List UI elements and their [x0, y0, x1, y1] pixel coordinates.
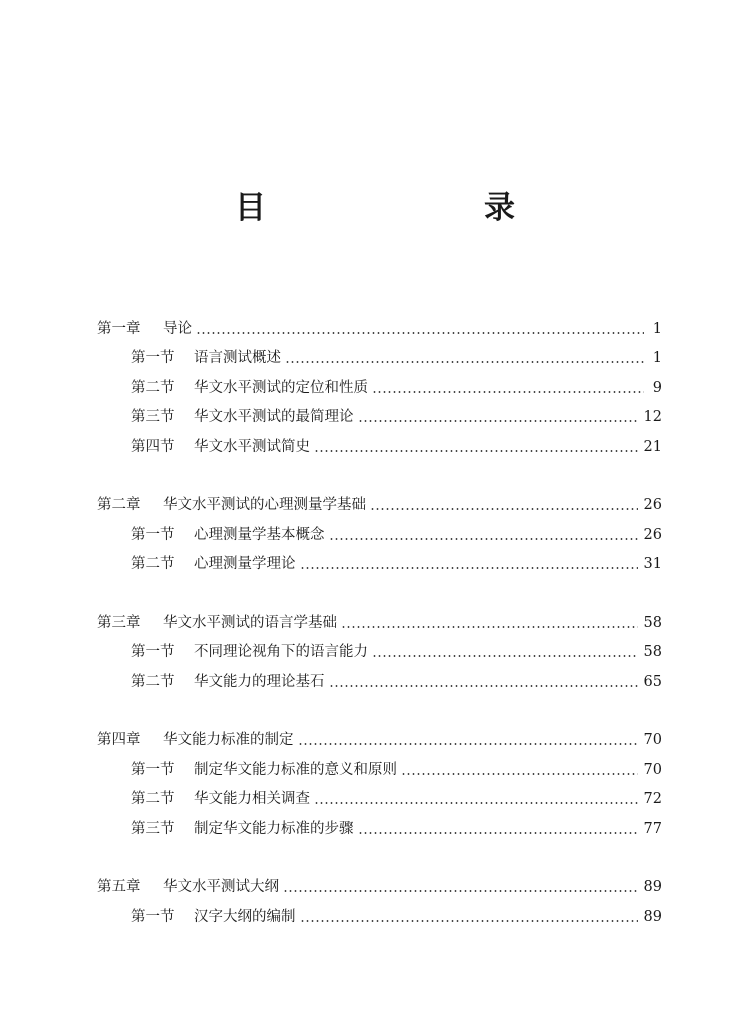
toc-chapter — [0, 491, 750, 580]
dot-leader — [341, 613, 638, 633]
page-number: 21 — [643, 438, 662, 455]
page-number: 31 — [643, 556, 662, 573]
toc-section-entry[interactable] — [0, 403, 750, 433]
dot-leader — [196, 319, 644, 339]
section-title: 不同理论视角下的语言能力 — [194, 644, 368, 661]
dot-leader — [285, 348, 644, 368]
dot-leader — [372, 642, 638, 662]
toc-chapter — [0, 608, 750, 697]
section-number: 第三节 — [131, 409, 175, 426]
page-number: 58 — [643, 644, 662, 661]
section-number: 第二节 — [131, 791, 175, 808]
page-number: 26 — [643, 497, 662, 514]
section-number: 第一节 — [131, 350, 175, 367]
dot-leader — [401, 760, 638, 780]
section-number: 第三节 — [131, 820, 175, 837]
chapter-number: 第二章 — [97, 497, 141, 514]
chapter-title: 导论 — [163, 320, 192, 337]
dot-leader — [358, 819, 638, 839]
section-number: 第二节 — [131, 556, 175, 573]
section-title: 语言测试概述 — [194, 350, 281, 367]
section-title: 华文能力相关调查 — [194, 791, 310, 808]
page-title: 目 录 — [235, 190, 567, 226]
page-number: 72 — [643, 791, 662, 808]
section-title: 华文水平测试的定位和性质 — [194, 379, 368, 396]
page-number: 26 — [643, 526, 662, 543]
section-number: 第一节 — [131, 761, 175, 778]
toc-chapter-entry[interactable] — [0, 491, 750, 521]
section-title: 心理测量学理论 — [194, 556, 296, 573]
toc-section-entry[interactable] — [0, 814, 750, 844]
section-number: 第二节 — [131, 379, 175, 396]
page-number: 12 — [643, 409, 662, 426]
toc-section-entry[interactable] — [0, 432, 750, 462]
page-number: 89 — [643, 908, 662, 925]
section-title: 华文水平测试的最简理论 — [194, 409, 354, 426]
dot-leader — [314, 789, 638, 809]
toc-section-entry[interactable] — [0, 520, 750, 550]
toc-chapter-entry[interactable] — [0, 314, 750, 344]
dot-leader — [314, 437, 638, 457]
section-number: 第二节 — [131, 673, 175, 690]
page-number: 58 — [643, 614, 662, 631]
toc-chapter — [0, 314, 750, 462]
section-title: 华文水平测试简史 — [194, 438, 310, 455]
chapter-title: 华文能力标准的制定 — [163, 732, 294, 749]
page-number: 77 — [643, 820, 662, 837]
section-title: 心理测量学基本概念 — [194, 526, 325, 543]
chapter-title: 华文水平测试的心理测量学基础 — [163, 497, 366, 514]
page-number: 65 — [643, 673, 662, 690]
section-number: 第一节 — [131, 644, 175, 661]
chapter-number: 第四章 — [97, 732, 141, 749]
table-of-contents — [0, 314, 750, 961]
chapter-title: 华文水平测试的语言学基础 — [163, 614, 337, 631]
toc-section-entry[interactable] — [0, 755, 750, 785]
page-number: 89 — [643, 879, 662, 896]
page-number: 1 — [652, 320, 662, 337]
toc-section-entry[interactable] — [0, 902, 750, 932]
section-title: 华文能力的理论基石 — [194, 673, 325, 690]
dot-leader — [329, 525, 638, 545]
page-number: 70 — [643, 732, 662, 749]
dot-leader — [329, 672, 638, 692]
toc-chapter-entry[interactable] — [0, 873, 750, 903]
toc-section-entry[interactable] — [0, 638, 750, 668]
chapter-number: 第一章 — [97, 320, 141, 337]
section-title: 汉字大纲的编制 — [194, 908, 296, 925]
toc-section-entry[interactable] — [0, 667, 750, 697]
section-number: 第一节 — [131, 908, 175, 925]
toc-section-entry[interactable] — [0, 785, 750, 815]
toc-chapter-entry[interactable] — [0, 608, 750, 638]
chapter-title: 华文水平测试大纲 — [163, 879, 279, 896]
dot-leader — [372, 378, 644, 398]
toc-section-entry[interactable] — [0, 373, 750, 403]
chapter-number: 第五章 — [97, 879, 141, 896]
section-number: 第一节 — [131, 526, 175, 543]
page-number: 1 — [652, 350, 662, 367]
section-title: 制定华文能力标准的意义和原则 — [194, 761, 397, 778]
dot-leader — [300, 907, 638, 927]
dot-leader — [283, 877, 638, 897]
toc-chapter — [0, 873, 750, 932]
dot-leader — [370, 495, 638, 515]
toc-chapter-entry[interactable] — [0, 726, 750, 756]
toc-chapter — [0, 726, 750, 844]
dot-leader — [298, 730, 638, 750]
section-number: 第四节 — [131, 438, 175, 455]
dot-leader — [300, 554, 638, 574]
chapter-number: 第三章 — [97, 614, 141, 631]
toc-section-entry[interactable] — [0, 344, 750, 374]
section-title: 制定华文能力标准的步骤 — [194, 820, 354, 837]
dot-leader — [358, 407, 638, 427]
page-number: 70 — [643, 761, 662, 778]
toc-section-entry[interactable] — [0, 550, 750, 580]
page-number: 9 — [652, 379, 662, 396]
